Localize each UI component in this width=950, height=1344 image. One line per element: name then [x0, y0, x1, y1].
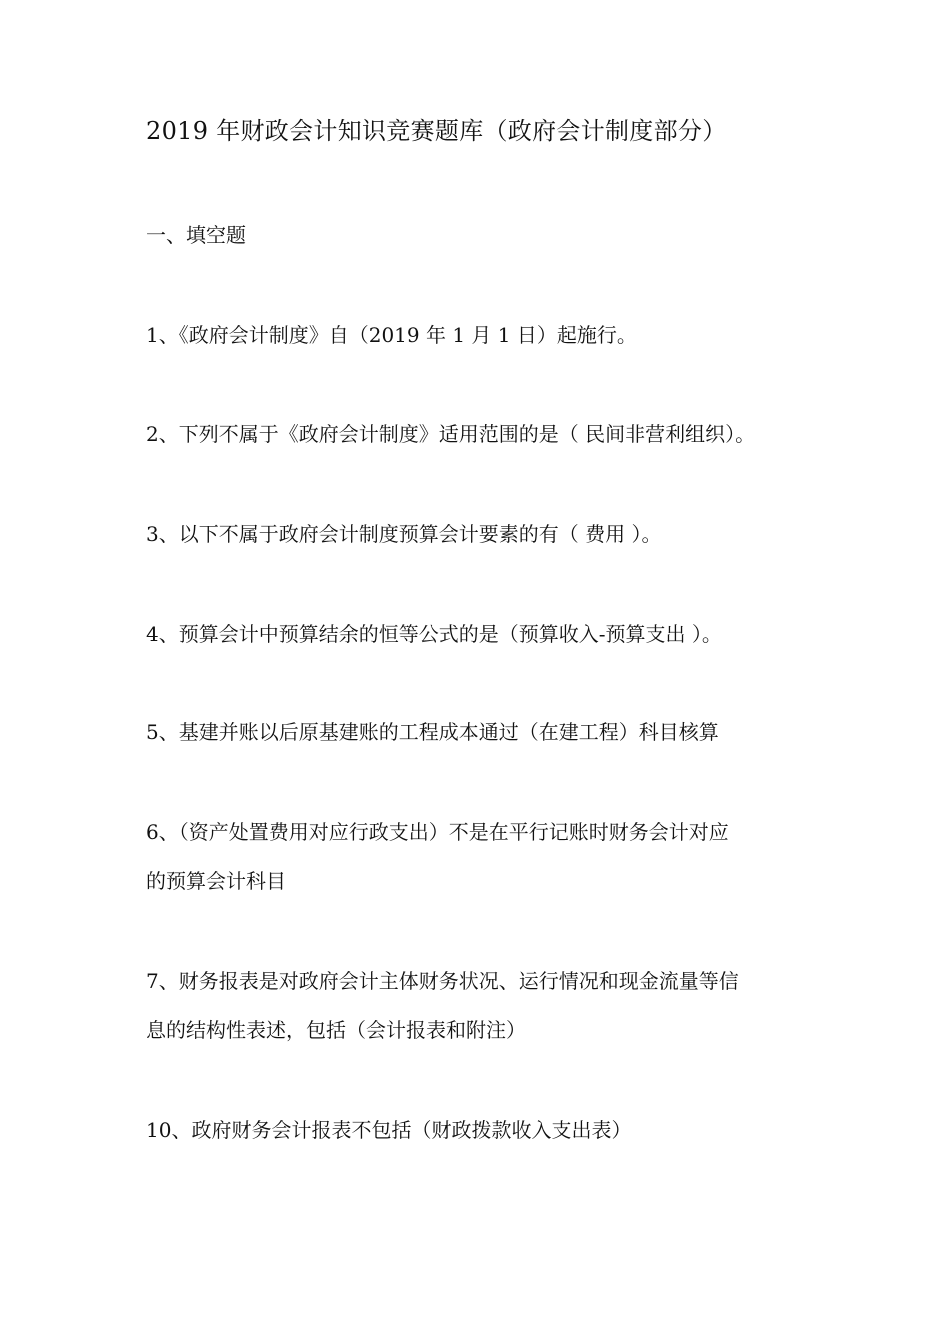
question-line: 1、《政府会计制度》自（2019 年 1 月 1 日）起施行。 [146, 323, 637, 347]
question-line: 7、财务报表是对政府会计主体财务状况、运行情况和现金流量等信 [146, 969, 739, 993]
question-6 [146, 808, 816, 906]
question-line: 5、基建并账以后原基建账的工程成本通过（在建工程）科目核算 [146, 720, 719, 744]
question-line: 4、预算会计中预算结余的恒等公式的是（预算收入-预算支出 ）。 [146, 622, 722, 646]
question-10 [146, 1106, 816, 1155]
question-line: 3、以下不属于政府会计制度预算会计要素的有（ 费用 ）。 [146, 522, 662, 546]
question-3 [146, 510, 816, 559]
question-4 [146, 610, 816, 659]
question-7 [146, 957, 816, 1055]
question-line: 10、政府财务会计报表不包括（财政拨款收入支出表） [146, 1118, 632, 1142]
section-heading: 一、填空题 [146, 223, 246, 247]
document-title: 2019 年财政会计知识竞赛题库（政府会计制度部分） [146, 117, 727, 145]
question-2 [146, 410, 816, 459]
question-line: 6、（资产处置费用对应行政支出）不是在平行记账时财务会计对应 [146, 820, 729, 844]
question-line: 的预算会计科目 [146, 869, 286, 893]
question-line: 息的结构性表述，包括（会计报表和附注） [146, 1018, 526, 1042]
question-1 [146, 311, 816, 360]
question-line: 2、下列不属于《政府会计制度》适用范围的是（ 民间非营利组织）。 [146, 422, 756, 446]
question-5 [146, 708, 816, 757]
